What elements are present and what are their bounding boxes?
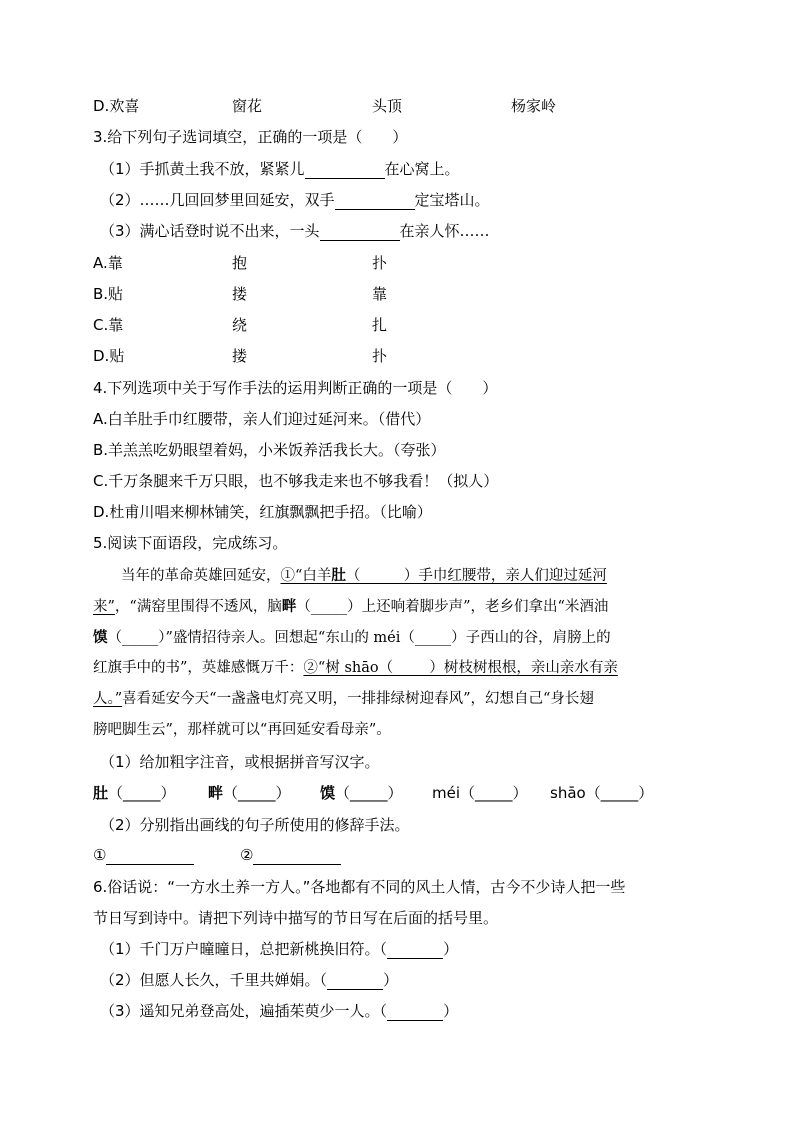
passage-line-6: 膀吧脚生云”，那样就可以“再回延安看母亲”。 [93, 722, 391, 738]
q3-option-a[interactable]: A.靠 [93, 254, 123, 272]
option-word: 绕 [232, 316, 248, 334]
q3-sentence-2 [100, 190, 490, 210]
q3-stem: 3.给下列句子选词填空，正确的一项是（ ） [93, 128, 408, 146]
option-word: 杨家岭 [511, 97, 557, 115]
option-label: D.欢喜 [93, 97, 140, 115]
q4-stem: 4.下列选项中关于写作手法的运用判断正确的一项是（ ） [93, 379, 498, 397]
passage-text: （_____）上还响着脚步声”，老乡们拿出“米酒油 [296, 599, 609, 615]
passage-line-1 [121, 560, 607, 592]
poem-line: （2）但愿人长久，千里共婵娟。 [100, 971, 320, 989]
fill-blank[interactable] [327, 973, 383, 990]
q6-poem-2 [100, 970, 398, 990]
sentence-text: （3）满心话登时说不出来，一头 [100, 222, 320, 240]
option-word: 搂 [232, 347, 248, 365]
option-word: 扑 [372, 347, 388, 365]
underlined-text: 来” [93, 599, 115, 615]
pinyin: shāo [550, 784, 586, 802]
answer-mo[interactable] [320, 783, 403, 803]
answer-paren[interactable]: （ ） [379, 940, 459, 958]
sentence-text: （2）……几回回梦里回延安，双手 [100, 191, 335, 209]
q4-option-d[interactable]: D.杜甫川唱来柳林铺笑，红旗飘飘把手招。（比喻） [93, 503, 432, 521]
sentence-text: （1）手抓黄土我不放，紧紧儿 [100, 160, 305, 178]
fill-blank[interactable] [320, 224, 400, 241]
q2-option-d [93, 96, 139, 116]
bold-char: 馍 [93, 629, 108, 646]
answer-paren: （_____） [108, 784, 176, 802]
q3-sentence-1 [100, 159, 460, 179]
bold-char: 馍 [320, 784, 336, 802]
q3-option-d[interactable]: D.贴 [93, 347, 125, 365]
sentence-text: 在亲人怀…… [399, 222, 490, 240]
q4-option-c[interactable]: C.千万条腿来千万只眼，也不够我走来也不够我看！（拟人） [93, 472, 499, 490]
passage-line-2 [93, 591, 608, 623]
answer-paren[interactable]: （ ） [379, 1002, 459, 1020]
fill-blank[interactable] [106, 848, 194, 865]
pinyin: méi [432, 784, 461, 802]
answer-paren: （_____） [335, 784, 403, 802]
answer-pan[interactable] [208, 783, 291, 803]
sentence-text: 在心窝上。 [384, 160, 460, 178]
poem-line: （1）千门万户曈曈日，总把新桃换旧符。 [100, 940, 380, 958]
answer-paren[interactable]: （ ） [319, 971, 399, 989]
q3-option-c[interactable]: C.靠 [93, 316, 124, 334]
bold-char: 肚 [331, 567, 346, 584]
q3-option-b[interactable]: B.贴 [93, 285, 124, 303]
q5-sub-1: （1）给加粗字注音，或根据拼音写汉字。 [100, 753, 380, 771]
underlined-sentence-2: ②“树 shāo（_____）树枝树根根，亲山亲水有亲 [303, 660, 618, 676]
passage-text: 红旗手中的书”，英雄感慨万千： [93, 660, 304, 676]
q6-stem-line-2: 节日写到诗中。请把下列诗中描写的节日写在后面的括号里。 [93, 909, 499, 927]
option-word: 扑 [372, 254, 388, 272]
passage-text: ，“满窑里围得不透风，脑 [114, 599, 282, 615]
reading-passage [93, 560, 693, 750]
option-word: 搂 [232, 285, 248, 303]
rhetoric-answer-2[interactable] [240, 845, 341, 865]
answer-du[interactable] [93, 783, 176, 803]
passage-line-4 [93, 653, 618, 684]
circled-number: ② [240, 846, 254, 864]
passage-line-5 [93, 684, 594, 715]
underlined-text: 人。” [93, 691, 123, 707]
option-word: 靠 [372, 285, 388, 303]
fill-blank[interactable] [253, 848, 341, 865]
q4-option-b[interactable]: B.羊羔羔吃奶眼望着妈，小米饭养活我长大。（夸张） [93, 441, 446, 459]
underlined-sentence-1 [281, 568, 607, 584]
fill-blank[interactable] [387, 1004, 443, 1021]
passage-text: （_____）”盛情招待亲人。回想起“东山的 méi（_____）子西山的谷，肩膀上的 [107, 630, 611, 646]
answer-mei[interactable] [432, 783, 528, 803]
bold-char: 肚 [93, 784, 109, 802]
option-word: 头顶 [372, 97, 403, 115]
q3-sentence-3 [100, 221, 490, 241]
q6-poem-1 [100, 939, 458, 959]
circled-number: ① [93, 846, 107, 864]
passage-text: 喜看延安今天“一盏盏电灯亮又明，一排排绿树迎春风”，幻想自己“身长翅 [122, 691, 594, 707]
passage-text: ①“白羊 [280, 568, 332, 584]
option-word: 抱 [232, 254, 248, 272]
fill-blank[interactable] [335, 193, 415, 210]
fill-blank[interactable] [387, 942, 443, 959]
q6-poem-3 [100, 1001, 458, 1021]
sentence-text: 定宝塔山。 [414, 191, 490, 209]
answer-shao[interactable] [550, 783, 653, 803]
rhetoric-answer-1[interactable] [93, 845, 194, 865]
q4-option-a[interactable]: A.白羊肚手巾红腰带，亲人们迎过延河来。（借代） [93, 410, 431, 428]
answer-paren: （_____） [460, 784, 528, 802]
q5-stem: 5.阅读下面语段，完成练习。 [93, 534, 288, 552]
q5-sub-2: （2）分别指出画线的句子所使用的修辞手法。 [100, 816, 410, 834]
passage-text: （______）手巾红腰带，亲人们迎过延河 [345, 568, 607, 584]
fill-blank[interactable] [305, 162, 385, 179]
passage-text: 当年的革命英雄回延安， [121, 568, 281, 584]
q6-stem-line-1: 6.俗话说：“一方水土养一方人。”各地都有不同的风土人情，古今不少诗人把一些 [93, 878, 626, 896]
option-word: 窗花 [232, 97, 263, 115]
answer-paren: （_____） [585, 784, 654, 802]
answer-paren: （_____） [223, 784, 291, 802]
bold-char: 畔 [208, 784, 224, 802]
bold-char: 畔 [281, 598, 297, 615]
option-word: 扎 [372, 316, 388, 334]
passage-line-3 [93, 622, 611, 654]
poem-line: （3）遥知兄弟登高处，遍插茱萸少一人。 [100, 1002, 380, 1020]
